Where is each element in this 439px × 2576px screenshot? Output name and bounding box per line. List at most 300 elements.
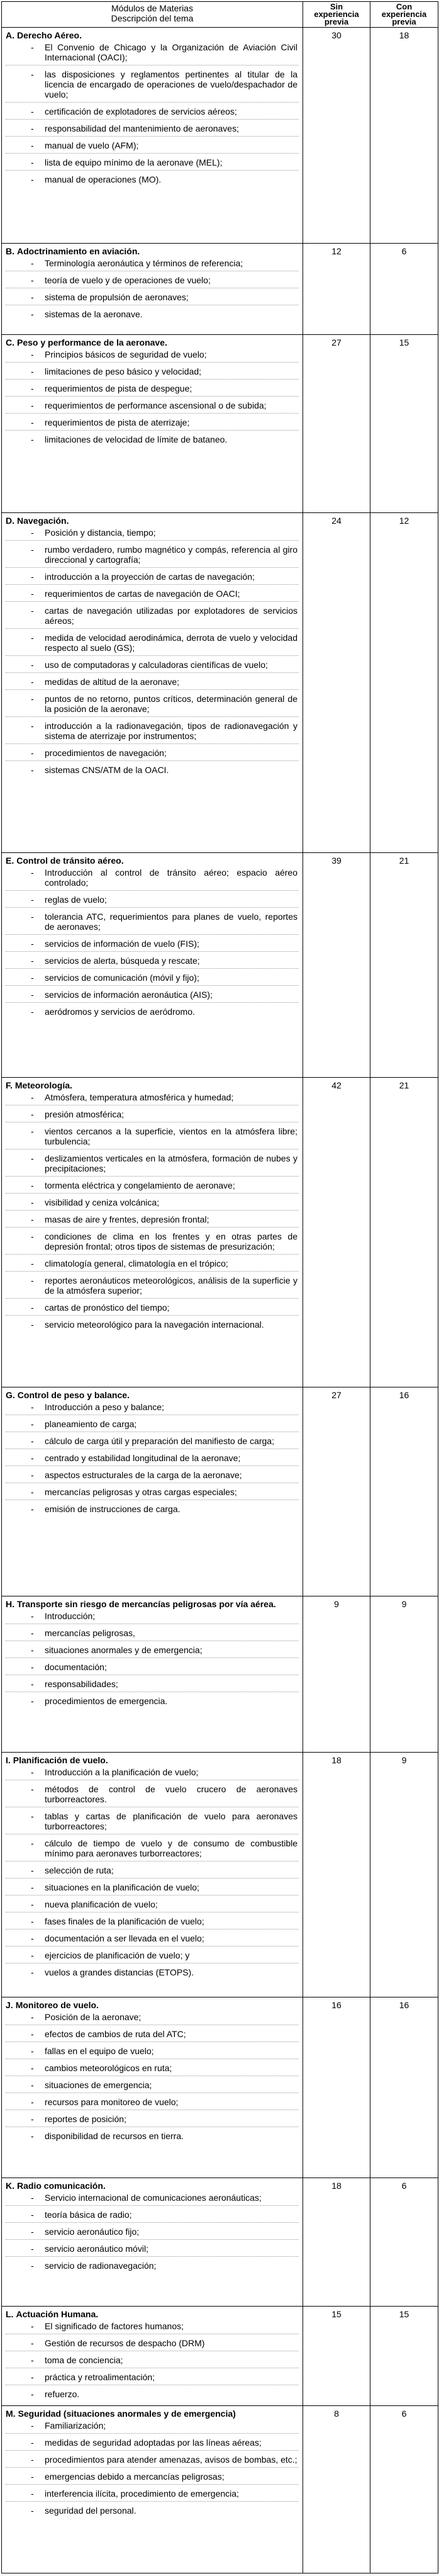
dash-bullet-icon: - <box>31 275 34 285</box>
dash-bullet-icon: - <box>31 1092 34 1102</box>
list-item <box>6 1865 299 1878</box>
sin-experiencia-hours: 27 <box>303 335 370 513</box>
topic-header-line-1: Módulos de Materias <box>111 3 193 13</box>
list-item-text: métodos de control de vuelo crucero de aeronaves turborreactores. <box>45 1784 297 1804</box>
dash-bullet-icon: - <box>31 1933 34 1943</box>
section-row <box>2 1997 438 2178</box>
dash-bullet-icon: - <box>31 2455 34 2465</box>
list-item <box>6 1487 299 1500</box>
section-topic-cell <box>2 1078 303 1387</box>
list-item-text: tormenta eléctrica y congelamiento de aeronave; <box>45 1180 235 1190</box>
section-letter: B. <box>6 246 14 256</box>
list-item-text: aspectos estructurales de la carga de la aeronave; <box>45 1470 242 1480</box>
dash-bullet-icon: - <box>31 1679 34 1689</box>
list-item-text: introducción a la proyección de cartas de navegación; <box>45 572 255 582</box>
section-row <box>2 513 438 853</box>
dash-bullet-icon: - <box>31 106 34 116</box>
dash-bullet-icon: - <box>31 2080 34 2090</box>
section-topic-cell <box>2 335 303 513</box>
list-item-text: reportes de posición; <box>45 2114 126 2124</box>
list-item-text: tolerancia ATC, requerimientos para planes de vuelo, reportes de aeronaves; <box>45 912 297 932</box>
list-item <box>6 292 299 305</box>
sin-experiencia-hours: 18 <box>303 1753 370 1997</box>
list-item-text: responsabilidades; <box>45 1679 118 1689</box>
dash-bullet-icon: - <box>31 69 34 79</box>
section-topic-cell <box>2 2406 303 2573</box>
section-topic-cell <box>2 1596 303 1753</box>
dash-bullet-icon: - <box>31 417 34 427</box>
list-item <box>6 2372 299 2385</box>
list-item-text: servicios de alerta, búsqueda y rescate; <box>45 956 200 966</box>
list-item-text: servicio meteorológico para la navegación internacional. <box>45 1319 264 1330</box>
list-item <box>6 1092 299 1105</box>
dash-bullet-icon: - <box>31 1916 34 1926</box>
section-topic-cell <box>2 244 303 335</box>
list-item <box>6 694 299 717</box>
section-subtopic-list <box>6 42 299 187</box>
topic-column-header <box>2 2 303 28</box>
sin-experiencia-hours: 18 <box>303 2178 370 2307</box>
list-item-text: nueva planificación de vuelo; <box>45 1899 158 1909</box>
list-item-text: selección de ruta; <box>45 1865 114 1875</box>
sections-body <box>2 28 438 2573</box>
dash-bullet-icon: - <box>31 1628 34 1638</box>
list-item-text: limitaciones de peso básico y velocidad; <box>45 366 202 376</box>
section-letter: E. <box>6 856 14 866</box>
dash-bullet-icon: - <box>31 1214 34 1224</box>
list-item <box>6 545 299 568</box>
dash-bullet-icon: - <box>31 1611 34 1621</box>
section-title-text: Planificación de vuelo. <box>13 1755 108 1765</box>
list-item-text: recursos para monitoreo de vuelo; <box>45 2097 179 2107</box>
list-item <box>6 1197 299 1211</box>
list-item <box>6 1402 299 1415</box>
list-item <box>6 140 299 154</box>
list-item <box>6 1916 299 1929</box>
dash-bullet-icon: - <box>31 2244 34 2254</box>
list-item <box>6 1504 299 1517</box>
list-item <box>6 1453 299 1466</box>
dash-bullet-icon: - <box>31 2389 34 2399</box>
section-title <box>6 30 299 40</box>
list-item <box>6 956 299 969</box>
dash-bullet-icon: - <box>31 2063 34 2073</box>
dash-bullet-icon: - <box>31 1109 34 1119</box>
list-item <box>6 2046 299 2059</box>
section-subtopic-list <box>6 2321 299 2402</box>
list-item-text: requerimientos de cartas de navegación de OACI; <box>45 589 240 599</box>
section-title-text: Control de peso y balance. <box>17 1390 130 1400</box>
list-item <box>6 2063 299 2076</box>
list-item-text: Introducción a la planificación de vuelo; <box>45 1767 199 1777</box>
sin-experiencia-hours: 30 <box>303 28 370 244</box>
list-item-text: efectos de cambios de ruta del ATC; <box>45 2029 186 2039</box>
list-item <box>6 2097 299 2110</box>
dash-bullet-icon: - <box>31 1487 34 1497</box>
list-item <box>6 1302 299 1316</box>
section-row <box>2 2307 438 2406</box>
topic-header-line-2: Descripción del tema <box>111 13 194 23</box>
list-item-text: Introducción; <box>45 1611 96 1621</box>
section-letter: D. <box>6 516 14 526</box>
sin-experiencia-hours: 9 <box>303 1596 370 1753</box>
dash-bullet-icon: - <box>31 366 34 376</box>
dash-bullet-icon: - <box>31 545 34 555</box>
list-item <box>6 2389 299 2402</box>
list-item <box>6 1007 299 1019</box>
list-item-text: climatología general, climatología en el trópico; <box>45 1258 228 1268</box>
dash-bullet-icon: - <box>31 2488 34 2499</box>
list-item <box>6 939 299 952</box>
list-item <box>6 1109 299 1122</box>
section-row <box>2 2406 438 2573</box>
section-letter: K. <box>6 2181 14 2191</box>
section-subtopic-list <box>6 1767 299 1980</box>
list-item-text: puntos de no retorno, puntos críticos, determinación general de la posición de la aeronave; <box>45 694 297 714</box>
dash-bullet-icon: - <box>31 1662 34 1672</box>
list-item-text: uso de computadoras y calculadoras científicas de vuelo; <box>45 660 268 670</box>
section-topic-cell <box>2 2307 303 2406</box>
list-item <box>6 2488 299 2502</box>
list-item <box>6 434 299 447</box>
dash-bullet-icon: - <box>31 589 34 599</box>
dash-bullet-icon: - <box>31 1275 34 1285</box>
con-experiencia-hours: 16 <box>370 1997 438 2178</box>
section-letter: F. <box>6 1080 13 1090</box>
section-topic-cell <box>2 1997 303 2178</box>
section-row <box>2 1387 438 1596</box>
list-item-text: responsabilidad del mantenimiento de aeronaves; <box>45 123 239 133</box>
section-subtopic-list <box>6 349 299 447</box>
dash-bullet-icon: - <box>31 309 34 319</box>
list-item-text: fallas en el equipo de vuelo; <box>45 2046 154 2056</box>
list-item <box>6 1180 299 1194</box>
list-item <box>6 660 299 673</box>
list-item <box>6 123 299 137</box>
list-item-text: requerimientos de pista de aterrizaje; <box>45 417 190 427</box>
list-item-text: teoría básica de radio; <box>45 2210 132 2220</box>
section-title <box>6 856 299 866</box>
dash-bullet-icon: - <box>31 383 34 393</box>
dash-bullet-icon: - <box>31 1784 34 1794</box>
list-item-text: servicios de información aeronáutica (AIS); <box>45 990 213 1000</box>
list-item <box>6 1419 299 1432</box>
section-letter: A. <box>6 30 14 40</box>
list-item-text: manual de operaciones (MO). <box>45 174 162 184</box>
sin-experiencia-hours: 16 <box>303 1997 370 2178</box>
section-title <box>6 1755 299 1765</box>
dash-bullet-icon: - <box>31 895 34 905</box>
list-item-text: visibilidad y ceniza volcánica; <box>45 1197 160 1207</box>
section-title <box>6 246 299 256</box>
list-item <box>6 2355 299 2368</box>
con-experiencia-hours: 6 <box>370 2178 438 2307</box>
list-item-text: El Convenio de Chicago y la Organización de Aviación Civil Internacional (OACI); <box>45 42 297 62</box>
dash-bullet-icon: - <box>31 1453 34 1463</box>
list-item <box>6 1811 299 1834</box>
list-item <box>6 2321 299 2334</box>
dash-bullet-icon: - <box>31 677 34 687</box>
section-title <box>6 2409 299 2419</box>
dash-bullet-icon: - <box>31 633 34 643</box>
dash-bullet-icon: - <box>31 42 34 52</box>
dash-bullet-icon: - <box>31 2114 34 2124</box>
section-letter: C. <box>6 337 14 347</box>
list-item-text: requerimientos de pista de despegue; <box>45 383 192 393</box>
con-experiencia-hours: 15 <box>370 2307 438 2406</box>
section-title-text: Radio comunicación. <box>17 2181 106 2191</box>
section-title <box>6 1599 299 1609</box>
list-item-text: limitaciones de velocidad de límite de bataneo. <box>45 434 228 444</box>
list-item-text: aeródromos y servicios de aeródromo. <box>45 1007 195 1017</box>
dash-bullet-icon: - <box>31 528 34 538</box>
list-item <box>6 1628 299 1641</box>
sin-experiencia-hours: 8 <box>303 2406 370 2573</box>
section-subtopic-list <box>6 258 299 322</box>
dash-bullet-icon: - <box>31 1950 34 1960</box>
section-topic-cell <box>2 853 303 1078</box>
list-item <box>6 867 299 891</box>
list-item-text: mercancías peligrosas, <box>45 1628 135 1638</box>
list-item <box>6 1696 299 1709</box>
list-item <box>6 633 299 656</box>
dash-bullet-icon: - <box>31 1811 34 1821</box>
list-item <box>6 1153 299 1177</box>
section-title <box>6 2309 299 2319</box>
list-item-text: El significado de factores humanos; <box>45 2321 184 2331</box>
section-subtopic-list <box>6 1092 299 1332</box>
dash-bullet-icon: - <box>31 1967 34 1977</box>
list-item <box>6 383 299 397</box>
dash-bullet-icon: - <box>31 1696 34 1706</box>
list-item <box>6 1838 299 1861</box>
list-item <box>6 2244 299 2257</box>
list-item <box>6 1258 299 1272</box>
list-item <box>6 2029 299 2042</box>
list-item-text: rumbo verdadero, rumbo magnético y compás, referencia al giro direccional y cartografía; <box>45 545 297 565</box>
list-item-text: condiciones de clima en los frentes y en otras partes de depresión frontal; otros tipos de sistemas de presurización; <box>45 1231 297 1251</box>
list-item <box>6 1275 299 1299</box>
dash-bullet-icon: - <box>31 2372 34 2382</box>
list-item-text: Terminología aeronáutica y términos de referencia; <box>45 258 243 268</box>
list-item-text: disponibilidad de recursos en tierra. <box>45 2131 184 2141</box>
section-title-text: Adoctrinamiento en aviación. <box>17 246 140 256</box>
list-item <box>6 1470 299 1483</box>
list-item <box>6 990 299 1003</box>
list-item <box>6 1767 299 1780</box>
list-item-text: cálculo de carga útil y preparación del manifiesto de carga; <box>45 1436 274 1446</box>
list-item <box>6 258 299 271</box>
list-item-text: Familiarización; <box>45 2421 106 2431</box>
dash-bullet-icon: - <box>31 1865 34 1875</box>
list-item-text: Introducción al control de tránsito aéreo; espacio aéreo controlado; <box>45 867 297 888</box>
dash-bullet-icon: - <box>31 1007 34 1017</box>
list-item <box>6 1899 299 1912</box>
con-experiencia-hours: 9 <box>370 1753 438 1997</box>
dash-bullet-icon: - <box>31 400 34 410</box>
list-item-text: manual de vuelo (AFM); <box>45 140 139 150</box>
section-title <box>6 1390 299 1400</box>
section-title <box>6 1080 299 1090</box>
section-topic-cell <box>2 2178 303 2307</box>
list-item-text: certificación de explotadores de servicios aéreos; <box>45 106 237 116</box>
section-topic-cell <box>2 1753 303 1997</box>
list-item <box>6 1882 299 1895</box>
section-row <box>2 853 438 1078</box>
list-item-text: reglas de vuelo; <box>45 895 107 905</box>
dash-bullet-icon: - <box>31 694 34 704</box>
section-subtopic-list <box>6 2012 299 2144</box>
dash-bullet-icon: - <box>31 1419 34 1429</box>
dash-bullet-icon: - <box>31 434 34 444</box>
table-header-row <box>2 2 438 28</box>
dash-bullet-icon: - <box>31 765 34 775</box>
list-item-text: lista de equipo mínimo de la aeronave (MEL); <box>45 157 223 167</box>
dash-bullet-icon: - <box>31 1882 34 1892</box>
section-row <box>2 1753 438 1997</box>
dash-bullet-icon: - <box>31 721 34 731</box>
list-item <box>6 309 299 322</box>
section-subtopic-list <box>6 528 299 777</box>
section-title <box>6 2181 299 2191</box>
section-subtopic-list <box>6 867 299 1019</box>
list-item <box>6 2471 299 2485</box>
section-subtopic-list <box>6 1611 299 1709</box>
dash-bullet-icon: - <box>31 292 34 302</box>
list-item <box>6 2227 299 2240</box>
list-item <box>6 366 299 380</box>
section-title-text: Transporte sin riesgo de mercancías peligrosas por vía aérea. <box>17 1599 276 1609</box>
list-item <box>6 765 299 777</box>
section-letter: L. <box>6 2309 14 2319</box>
list-item <box>6 2438 299 2451</box>
con-experiencia-hours: 21 <box>370 1078 438 1387</box>
list-item-text: interferencia ilícita, procedimiento de emergencia; <box>45 2488 239 2499</box>
list-item-text: cálculo de tiempo de vuelo y de consumo de combustible mínimo para aeronaves turborreactores; <box>45 1838 297 1858</box>
sin-experiencia-hours: 15 <box>303 2307 370 2406</box>
section-title-text: Actuación Humana. <box>16 2309 99 2319</box>
list-item-text: situaciones de emergencia; <box>45 2080 152 2090</box>
list-item-text: procedimientos de emergencia. <box>45 1696 168 1706</box>
section-letter: M. <box>6 2409 16 2419</box>
dash-bullet-icon: - <box>31 258 34 268</box>
list-item-text: sistemas de la aeronave. <box>45 309 143 319</box>
dash-bullet-icon: - <box>31 1258 34 1268</box>
section-subtopic-list <box>6 1402 299 1517</box>
list-item <box>6 157 299 171</box>
list-item <box>6 417 299 431</box>
dash-bullet-icon: - <box>31 349 34 359</box>
list-item <box>6 1214 299 1228</box>
dash-bullet-icon: - <box>31 867 34 878</box>
sin-experiencia-hours: 42 <box>303 1078 370 1387</box>
list-item-text: situaciones en la planificación de vuelo; <box>45 1882 199 1892</box>
list-item-text: tablas y cartas de planificación de vuelo para aeronaves turborreactores; <box>45 1811 297 1831</box>
list-item <box>6 42 299 65</box>
list-item <box>6 589 299 602</box>
dash-bullet-icon: - <box>31 912 34 922</box>
con-experiencia-hours: 12 <box>370 513 438 853</box>
dash-bullet-icon: - <box>31 1504 34 1514</box>
list-item <box>6 2421 299 2434</box>
dash-bullet-icon: - <box>31 2438 34 2448</box>
dash-bullet-icon: - <box>31 140 34 150</box>
list-item-text: Atmósfera, temperatura atmosférica y humedad; <box>45 1092 234 1102</box>
section-title-text: Meteorología. <box>14 1080 72 1090</box>
con-experiencia-hours: 6 <box>370 2406 438 2573</box>
dash-bullet-icon: - <box>31 2505 34 2516</box>
dash-bullet-icon: - <box>31 939 34 949</box>
sin-experiencia-hours: 24 <box>303 513 370 853</box>
list-item-text: vientos cercanos a la superficie, vientos en la atmósfera libre; turbulencia; <box>45 1126 297 1146</box>
list-item-text: cartas de navegación utilizadas por explotadores de servicios aéreos; <box>45 606 297 626</box>
syllabus-table <box>1 1 438 2573</box>
list-item-text: Principios básicos de seguridad de vuelo; <box>45 349 207 359</box>
list-item <box>6 1611 299 1624</box>
list-item-text: refuerzo. <box>45 2389 80 2399</box>
dash-bullet-icon: - <box>31 174 34 184</box>
list-item <box>6 912 299 935</box>
list-item-text: documentación a ser llevada en el vuelo; <box>45 1933 204 1943</box>
list-item-text: teoría de vuelo y de operaciones de vuelo; <box>45 275 211 285</box>
list-item <box>6 2505 299 2518</box>
dash-bullet-icon: - <box>31 1126 34 1136</box>
list-item <box>6 2338 299 2351</box>
con-experiencia-hours: 18 <box>370 28 438 244</box>
list-item <box>6 275 299 288</box>
con-experiencia-hours: 9 <box>370 1596 438 1753</box>
list-item <box>6 973 299 986</box>
list-item <box>6 174 299 187</box>
dash-bullet-icon: - <box>31 2261 34 2271</box>
list-item-text: centrado y estabilidad longitudinal de la aeronave; <box>45 1453 241 1463</box>
list-item <box>6 895 299 908</box>
dash-bullet-icon: - <box>31 1838 34 1848</box>
list-item-text: emergencias debido a mercancías peligrosas; <box>45 2471 225 2482</box>
list-item-text: reportes aeronáuticos meteorológicos, análisis de la superficie y de la atmósfera superior; <box>45 1275 297 1296</box>
dash-bullet-icon: - <box>31 123 34 133</box>
section-topic-cell <box>2 513 303 853</box>
list-item-text: medida de velocidad aerodinámica, derrota de vuelo y velocidad respecto al suelo (GS); <box>45 633 297 653</box>
list-item <box>6 1967 299 1980</box>
list-item-text: práctica y retroalimentación; <box>45 2372 155 2382</box>
dash-bullet-icon: - <box>31 2029 34 2039</box>
sin-experiencia-hours: 27 <box>303 1387 370 1596</box>
list-item-text: cambios meteorológicos en ruta; <box>45 2063 172 2073</box>
list-item-text: emisión de instrucciones de carga. <box>45 1504 181 1514</box>
dash-bullet-icon: - <box>31 1899 34 1909</box>
list-item-text: servicio aeronáutico móvil; <box>45 2244 148 2254</box>
dash-bullet-icon: - <box>31 2131 34 2141</box>
list-item-text: servicio aeronáutico fijo; <box>45 2227 140 2237</box>
list-item-text: deslizamientos verticales en la atmósfera, formación de nubes y precipitaciones; <box>45 1153 297 1173</box>
dash-bullet-icon: - <box>31 1231 34 1241</box>
list-item-text: Servicio internacional de comunicaciones aeronáuticas; <box>45 2193 262 2203</box>
list-item <box>6 721 299 744</box>
section-title <box>6 516 299 526</box>
list-item-text: ejercicios de planificación de vuelo; y <box>45 1950 190 1960</box>
list-item <box>6 1126 299 1150</box>
dash-bullet-icon: - <box>31 1302 34 1313</box>
section-letter: I. <box>6 1755 11 1765</box>
list-item <box>6 2012 299 2025</box>
dash-bullet-icon: - <box>31 660 34 670</box>
sin-experiencia-column-header: Sin experiencia previa <box>303 2 370 28</box>
list-item-text: procedimientos de navegación; <box>45 748 167 758</box>
section-row <box>2 1078 438 1387</box>
section-title-text: Monitoreo de vuelo. <box>15 2000 99 2010</box>
list-item <box>6 1679 299 1692</box>
